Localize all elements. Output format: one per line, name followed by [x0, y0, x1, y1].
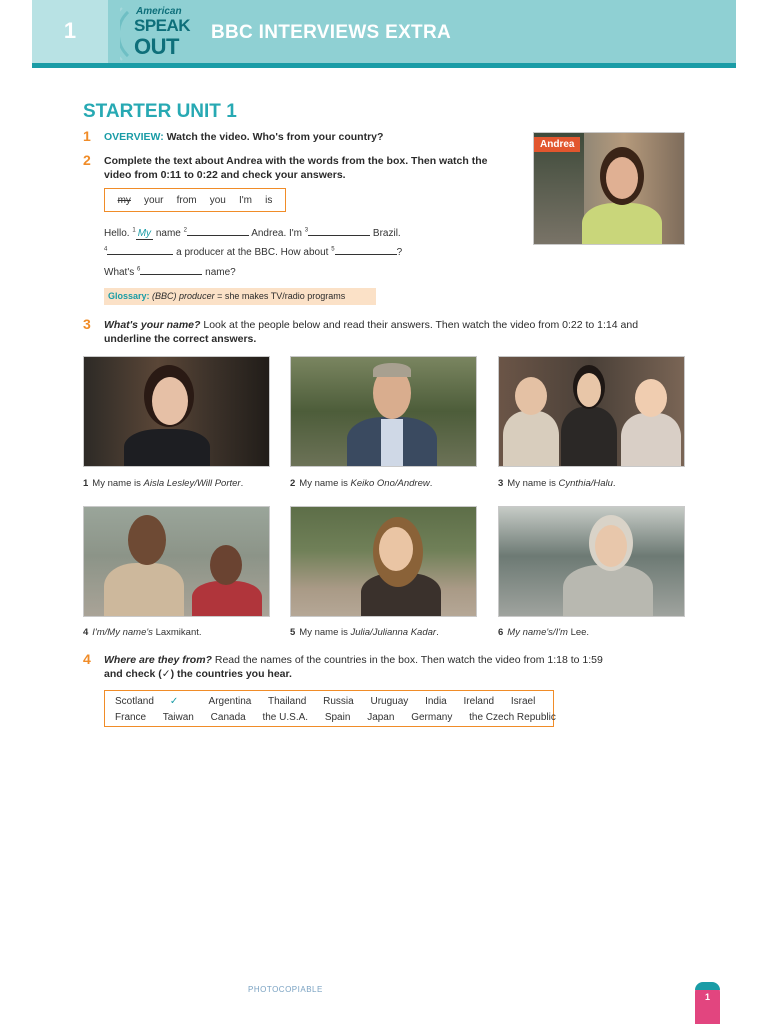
country-item[interactable]: Israel — [510, 696, 536, 707]
gap-number: 2 — [183, 227, 187, 234]
country-item[interactable]: Thailand — [267, 696, 307, 707]
country-item[interactable]: Germany — [411, 712, 453, 723]
page-number: 1 — [704, 992, 710, 1002]
photo-4 — [83, 506, 270, 617]
footer-photocopiable: PHOTOCOPIABLE — [248, 985, 323, 994]
exercise-2-line2: video from 0:11 to 0:22 and check your answers. — [104, 169, 346, 181]
exercise-2-line1: Complete the text about Andrea with the words from the box. Then watch the — [104, 155, 488, 167]
gap-answer-example: My — [137, 228, 152, 239]
exercise-4-number: 4 — [83, 651, 91, 667]
exercise-3-question: What's your name? — [104, 319, 201, 331]
caption-number: 4 — [83, 627, 89, 638]
word-box-item: your — [144, 194, 164, 206]
caption-text: . — [429, 478, 433, 489]
caption-2 — [290, 478, 432, 489]
country-item[interactable]: the Czech Republic — [469, 712, 556, 723]
caption-text: . — [436, 627, 439, 638]
photo-3 — [498, 356, 685, 467]
gap-text: Hello. — [104, 228, 133, 239]
caption-4 — [83, 627, 202, 638]
gap-number: 5 — [331, 246, 335, 253]
gap-fill-line-3 — [104, 265, 236, 278]
logo-out: OUT — [134, 34, 179, 59]
caption-text: . — [612, 478, 616, 489]
gap-number: 3 — [304, 227, 309, 234]
gap-text: name — [153, 228, 184, 239]
caption-options[interactable]: Aisla Lesley/Will Porter — [143, 478, 241, 489]
caption-text: My name is — [507, 478, 559, 489]
caption-options[interactable]: Julia/Julianna Kadar — [350, 627, 437, 638]
country-item[interactable]: Uruguay — [370, 696, 409, 707]
speakout-logo — [120, 4, 200, 62]
country-box — [104, 690, 554, 727]
word-box — [104, 188, 286, 212]
photo-5 — [290, 506, 477, 617]
gap-text: ? — [396, 247, 403, 258]
exercise-4-text: Read the names of the countries in the box. Then watch the video from 1:18 to 1:59 — [211, 654, 603, 666]
header-underline — [32, 63, 736, 68]
exercise-3-text: Look at the people below and read their answers. Then watch the video from 0:22 to 1:14 and — [200, 319, 639, 331]
caption-1 — [83, 478, 243, 489]
caption-number: 1 — [83, 478, 89, 489]
gap-fill-line-1 — [104, 226, 401, 239]
country-item[interactable]: Spain — [324, 712, 351, 723]
exercise-1-number: 1 — [83, 128, 91, 144]
andrea-photo — [533, 132, 685, 245]
header-title: BBC INTERVIEWS EXTRA — [211, 22, 452, 43]
andrea-name-label: Andrea — [534, 137, 580, 152]
gap-blank[interactable] — [107, 245, 173, 255]
gap-number: 4 — [104, 246, 108, 253]
country-row-2 — [115, 712, 570, 723]
country-item[interactable]: Japan — [367, 712, 395, 723]
caption-text: My name is — [299, 627, 351, 638]
page-tab-top — [695, 982, 720, 990]
country-item[interactable]: Canada — [210, 712, 246, 723]
caption-text: Laxmikant. — [152, 627, 202, 638]
logo-american: American — [136, 6, 182, 17]
country-item[interactable]: Russia — [323, 696, 354, 707]
exercise-3-number: 3 — [83, 316, 91, 332]
caption-5 — [290, 627, 439, 638]
caption-options[interactable]: Keiko Ono/Andrew — [350, 478, 430, 489]
gap-text: What's — [104, 267, 138, 278]
gap-number: 1 — [132, 227, 136, 234]
gap-blank[interactable] — [187, 226, 249, 236]
gap-text: a producer at the BBC. How about — [173, 247, 332, 258]
country-item[interactable]: Taiwan — [162, 712, 194, 723]
exercise-3-line2: underline the correct answers. — [104, 333, 257, 345]
glossary-box — [104, 288, 376, 305]
logo-speak: SPEAK — [134, 16, 191, 35]
photo-1 — [83, 356, 270, 467]
word-box-item: you — [209, 194, 226, 206]
exercise-2-number: 2 — [83, 152, 91, 168]
caption-number: 2 — [290, 478, 296, 489]
country-item[interactable]: Argentina — [208, 696, 252, 707]
word-box-item: from — [176, 194, 197, 206]
gap-blank[interactable] — [335, 245, 397, 255]
gap-blank[interactable] — [140, 265, 202, 275]
check-icon: ✓ — [169, 696, 179, 707]
caption-text: My name is — [299, 478, 351, 489]
gap-fill-line-2 — [104, 245, 402, 258]
gap-number: 6 — [137, 266, 141, 273]
caption-options[interactable]: Cynthia/Halu — [558, 478, 613, 489]
caption-number: 5 — [290, 627, 296, 638]
country-item[interactable]: the U.S.A. — [262, 712, 309, 723]
country-item[interactable]: Scotland ✓ — [115, 696, 179, 707]
caption-3 — [498, 478, 616, 489]
caption-options[interactable]: I'm/My name's — [92, 627, 153, 638]
word-box-item: is — [265, 194, 273, 206]
caption-number: 6 — [498, 627, 504, 638]
exercise-4-line1 — [104, 654, 603, 666]
caption-text: . — [240, 478, 244, 489]
country-row-1 — [115, 696, 549, 707]
caption-options[interactable]: My name's/I'm — [507, 627, 568, 638]
country-item[interactable]: India — [425, 696, 447, 707]
gap-text: Andrea. I'm — [248, 228, 305, 239]
gap-text: name? — [202, 267, 236, 278]
caption-text: My name is — [92, 478, 144, 489]
gap-text: Brazil. — [370, 228, 401, 239]
unit-number: 1 — [63, 18, 77, 43]
overview-text: Watch the video. Who's from your country? — [166, 131, 384, 143]
glossary-label: Glossary: — [108, 291, 150, 301]
exercise-4-line2: and check (✓) the countries you hear. — [104, 668, 292, 680]
country-item[interactable]: France — [115, 712, 147, 723]
word-box-item: I'm — [238, 194, 253, 206]
photo-6 — [498, 506, 685, 617]
overview-label: OVERVIEW: — [104, 131, 164, 143]
country-item[interactable]: Ireland — [463, 696, 495, 707]
photo-2 — [290, 356, 477, 467]
glossary-definition: = she makes TV/radio programs — [214, 291, 346, 301]
gap-blank[interactable] — [308, 226, 370, 236]
exercise-4-question: Where are they from? — [104, 654, 212, 666]
word-box-item: my — [117, 194, 131, 206]
exercise-3-line1 — [104, 319, 638, 331]
unit-title: STARTER UNIT 1 — [83, 101, 237, 122]
caption-6 — [498, 627, 589, 638]
caption-text: Lee. — [567, 627, 590, 638]
glossary-term: (BBC) producer — [152, 291, 215, 301]
caption-number: 3 — [498, 478, 504, 489]
exercise-1-instruction — [104, 131, 383, 143]
